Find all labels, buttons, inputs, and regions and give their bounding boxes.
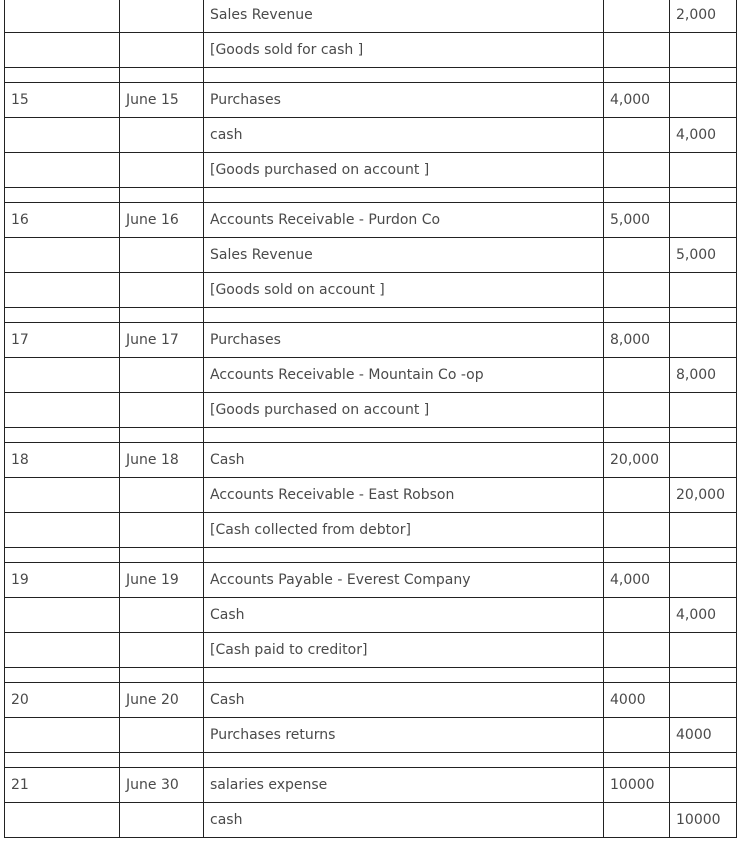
- journal-row: [5, 203, 737, 238]
- journal-row: [5, 273, 737, 308]
- description-cell: Accounts Payable - Everest Company: [204, 563, 604, 598]
- debit-cell: [604, 598, 670, 633]
- description-cell: Purchases: [204, 83, 604, 118]
- date-cell: [120, 358, 204, 393]
- separator-cell: [604, 548, 670, 563]
- entry-number-cell: [5, 273, 120, 308]
- separator-cell: [5, 668, 120, 683]
- date-cell: June 16: [120, 203, 204, 238]
- separator-row: [5, 68, 737, 83]
- separator-cell: [670, 668, 737, 683]
- credit-cell: [670, 633, 737, 668]
- separator-cell: [5, 188, 120, 203]
- date-cell: [120, 513, 204, 548]
- journal-row: [5, 83, 737, 118]
- date-cell: [120, 118, 204, 153]
- separator-cell: [5, 428, 120, 443]
- description-cell: Sales Revenue: [204, 238, 604, 273]
- debit-cell: [604, 393, 670, 428]
- journal-row: [5, 118, 737, 153]
- credit-cell: 4000: [670, 718, 737, 753]
- description-cell: Cash: [204, 443, 604, 478]
- date-cell: [120, 718, 204, 753]
- separator-cell: [670, 68, 737, 83]
- separator-cell: [604, 753, 670, 768]
- date-cell: [120, 598, 204, 633]
- separator-cell: [204, 668, 604, 683]
- entry-number-cell: 17: [5, 323, 120, 358]
- description-cell: [Goods purchased on account ]: [204, 393, 604, 428]
- description-cell: salaries expense: [204, 768, 604, 803]
- journal-row: [5, 768, 737, 803]
- entry-number-cell: [5, 633, 120, 668]
- debit-cell: [604, 153, 670, 188]
- journal-row: [5, 513, 737, 548]
- separator-row: [5, 668, 737, 683]
- journal-row: [5, 478, 737, 513]
- debit-cell: 4000: [604, 683, 670, 718]
- journal-row: [5, 238, 737, 273]
- date-cell: [120, 238, 204, 273]
- date-cell: June 17: [120, 323, 204, 358]
- description-cell: Purchases returns: [204, 718, 604, 753]
- debit-cell: 20,000: [604, 443, 670, 478]
- journal-row: [5, 443, 737, 478]
- credit-cell: [670, 513, 737, 548]
- separator-row: [5, 308, 737, 323]
- description-cell: cash: [204, 803, 604, 838]
- journal-row: [5, 358, 737, 393]
- description-cell: Sales Revenue: [204, 0, 604, 33]
- description-cell: [Cash paid to creditor]: [204, 633, 604, 668]
- entry-number-cell: [5, 0, 120, 33]
- journal-body: [5, 0, 737, 838]
- credit-cell: [670, 323, 737, 358]
- debit-cell: [604, 358, 670, 393]
- debit-cell: [604, 273, 670, 308]
- journal-row: [5, 0, 737, 33]
- separator-cell: [670, 308, 737, 323]
- separator-cell: [204, 308, 604, 323]
- credit-cell: [670, 563, 737, 598]
- separator-cell: [120, 188, 204, 203]
- debit-cell: [604, 718, 670, 753]
- separator-cell: [670, 753, 737, 768]
- separator-cell: [120, 428, 204, 443]
- credit-cell: 8,000: [670, 358, 737, 393]
- date-cell: [120, 33, 204, 68]
- entry-number-cell: [5, 238, 120, 273]
- date-cell: [120, 803, 204, 838]
- separator-cell: [120, 753, 204, 768]
- entry-number-cell: [5, 478, 120, 513]
- credit-cell: [670, 443, 737, 478]
- debit-cell: [604, 238, 670, 273]
- description-cell: Cash: [204, 683, 604, 718]
- separator-cell: [5, 308, 120, 323]
- journal-row: [5, 393, 737, 428]
- debit-cell: 4,000: [604, 563, 670, 598]
- separator-cell: [5, 548, 120, 563]
- journal-row: [5, 633, 737, 668]
- journal-row: [5, 598, 737, 633]
- description-cell: [Goods sold for cash ]: [204, 33, 604, 68]
- debit-cell: [604, 478, 670, 513]
- journal-row: [5, 33, 737, 68]
- credit-cell: [670, 273, 737, 308]
- date-cell: June 19: [120, 563, 204, 598]
- separator-cell: [204, 428, 604, 443]
- separator-cell: [670, 548, 737, 563]
- credit-cell: [670, 768, 737, 803]
- separator-cell: [604, 308, 670, 323]
- description-cell: cash: [204, 118, 604, 153]
- separator-cell: [5, 68, 120, 83]
- debit-cell: [604, 33, 670, 68]
- debit-cell: [604, 118, 670, 153]
- credit-cell: 4,000: [670, 118, 737, 153]
- date-cell: June 30: [120, 768, 204, 803]
- description-cell: Cash: [204, 598, 604, 633]
- date-cell: [120, 393, 204, 428]
- entry-number-cell: [5, 598, 120, 633]
- credit-cell: 2,000: [670, 0, 737, 33]
- entry-number-cell: [5, 153, 120, 188]
- date-cell: June 15: [120, 83, 204, 118]
- debit-cell: 4,000: [604, 83, 670, 118]
- separator-cell: [5, 753, 120, 768]
- credit-cell: 20,000: [670, 478, 737, 513]
- separator-cell: [604, 68, 670, 83]
- entry-number-cell: [5, 33, 120, 68]
- credit-cell: [670, 683, 737, 718]
- credit-cell: [670, 83, 737, 118]
- date-cell: [120, 478, 204, 513]
- description-cell: Accounts Receivable - Purdon Co: [204, 203, 604, 238]
- date-cell: June 18: [120, 443, 204, 478]
- entry-number-cell: [5, 718, 120, 753]
- entry-number-cell: 20: [5, 683, 120, 718]
- separator-cell: [604, 668, 670, 683]
- journal-table: [4, 0, 737, 838]
- date-cell: [120, 633, 204, 668]
- debit-cell: 8,000: [604, 323, 670, 358]
- separator-cell: [604, 428, 670, 443]
- separator-cell: [670, 188, 737, 203]
- separator-cell: [120, 668, 204, 683]
- description-cell: Purchases: [204, 323, 604, 358]
- entry-number-cell: 21: [5, 768, 120, 803]
- separator-cell: [604, 188, 670, 203]
- description-cell: [Goods purchased on account ]: [204, 153, 604, 188]
- credit-cell: 5,000: [670, 238, 737, 273]
- separator-row: [5, 548, 737, 563]
- credit-cell: [670, 203, 737, 238]
- journal-row: [5, 323, 737, 358]
- entry-number-cell: [5, 358, 120, 393]
- description-cell: Accounts Receivable - East Robson: [204, 478, 604, 513]
- entry-number-cell: [5, 118, 120, 153]
- credit-cell: [670, 393, 737, 428]
- journal-row: [5, 803, 737, 838]
- debit-cell: 5,000: [604, 203, 670, 238]
- debit-cell: [604, 803, 670, 838]
- separator-cell: [204, 68, 604, 83]
- entry-number-cell: 15: [5, 83, 120, 118]
- entry-number-cell: [5, 803, 120, 838]
- description-cell: [Goods sold on account ]: [204, 273, 604, 308]
- credit-cell: [670, 33, 737, 68]
- date-cell: [120, 0, 204, 33]
- entry-number-cell: [5, 513, 120, 548]
- separator-cell: [120, 548, 204, 563]
- description-cell: Accounts Receivable - Mountain Co -op: [204, 358, 604, 393]
- credit-cell: 10000: [670, 803, 737, 838]
- separator-row: [5, 753, 737, 768]
- separator-cell: [204, 548, 604, 563]
- debit-cell: [604, 513, 670, 548]
- debit-cell: [604, 0, 670, 33]
- separator-row: [5, 428, 737, 443]
- entry-number-cell: 16: [5, 203, 120, 238]
- journal-row: [5, 683, 737, 718]
- entry-number-cell: [5, 393, 120, 428]
- credit-cell: 4,000: [670, 598, 737, 633]
- separator-cell: [670, 428, 737, 443]
- date-cell: June 20: [120, 683, 204, 718]
- debit-cell: 10000: [604, 768, 670, 803]
- description-cell: [Cash collected from debtor]: [204, 513, 604, 548]
- date-cell: [120, 153, 204, 188]
- separator-cell: [204, 753, 604, 768]
- journal-row: [5, 718, 737, 753]
- date-cell: [120, 273, 204, 308]
- credit-cell: [670, 153, 737, 188]
- journal-row: [5, 153, 737, 188]
- separator-row: [5, 188, 737, 203]
- journal-row: [5, 563, 737, 598]
- separator-cell: [204, 188, 604, 203]
- debit-cell: [604, 633, 670, 668]
- separator-cell: [120, 68, 204, 83]
- entry-number-cell: 18: [5, 443, 120, 478]
- separator-cell: [120, 308, 204, 323]
- entry-number-cell: 19: [5, 563, 120, 598]
